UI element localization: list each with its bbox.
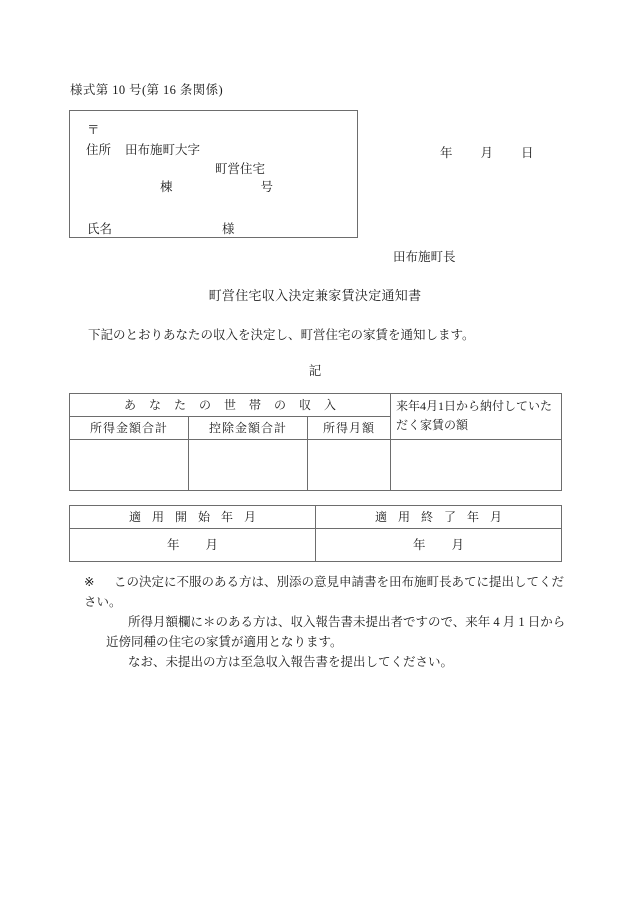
issuer-name: 田布施町長 bbox=[393, 250, 456, 264]
value-rent-amount[interactable] bbox=[391, 440, 562, 491]
column-header-end-period: 適用終了年月 bbox=[316, 506, 562, 529]
page-title: 町営住宅収入決定兼家賃決定通知書 bbox=[208, 288, 422, 303]
addressee-box bbox=[69, 110, 358, 238]
date-day-label: 日 bbox=[521, 146, 534, 160]
honorific-label: 様 bbox=[222, 222, 235, 236]
address-label: 住所 bbox=[86, 143, 112, 157]
name-label: 氏名 bbox=[87, 222, 113, 236]
table-row-group-header bbox=[70, 394, 562, 417]
start-year-label: 年 bbox=[166, 538, 180, 552]
rent-amount-header: 来年4月1日から納付していただく家賃の額 bbox=[391, 394, 562, 440]
income-table bbox=[69, 393, 562, 491]
value-income-total[interactable] bbox=[70, 440, 189, 491]
housing-label: 町営住宅 bbox=[215, 162, 266, 176]
address-line bbox=[86, 140, 200, 158]
start-month-label: 月 bbox=[205, 538, 219, 552]
date-line bbox=[440, 143, 534, 161]
income-group-header: あなたの世帯の収入 bbox=[70, 394, 391, 417]
date-month-label: 月 bbox=[480, 146, 494, 160]
ki-marker: 記 bbox=[308, 364, 322, 378]
form-number: 様式第 10 号(第 16 条関係) bbox=[70, 83, 224, 97]
period-table bbox=[69, 505, 562, 562]
note-text-2: 所得月額欄に＊のある方は、収入報告書未提出者ですので、来年 4 月 1 日から近傍同種の住宅の家賃が適用となります。 bbox=[106, 615, 566, 649]
table-row-values bbox=[70, 440, 562, 491]
column-header-income-total: 所得金額合計 bbox=[70, 417, 189, 440]
note-item-3 bbox=[106, 652, 568, 672]
column-header-start-period: 適用開始年月 bbox=[70, 506, 316, 529]
table-row-period-header bbox=[70, 506, 562, 529]
table-row-period-values bbox=[70, 529, 562, 562]
address-value: 田布施町大字 bbox=[125, 143, 201, 157]
value-deduction-total[interactable] bbox=[189, 440, 308, 491]
name-line bbox=[87, 219, 235, 237]
column-header-monthly-income: 所得月額 bbox=[308, 417, 391, 440]
value-monthly-income[interactable] bbox=[308, 440, 391, 491]
postal-code-symbol: 〒 bbox=[87, 123, 100, 137]
building-room-line bbox=[160, 177, 273, 195]
value-end-period[interactable] bbox=[316, 529, 562, 562]
note-text-1: この決定に不服のある方は、別添の意見申請書を田布施町長あてに提出してください。 bbox=[84, 575, 565, 609]
note-item-2 bbox=[106, 612, 568, 652]
value-start-period[interactable] bbox=[70, 529, 316, 562]
end-month-label: 月 bbox=[451, 538, 465, 552]
date-year-label: 年 bbox=[440, 146, 453, 160]
room-unit-label: 号 bbox=[260, 180, 274, 194]
body-paragraph: 下記のとおりあなたの収入を決定し、町営住宅の家賃を通知します。 bbox=[88, 328, 475, 342]
end-year-label: 年 bbox=[412, 538, 426, 552]
notes-section bbox=[84, 572, 568, 672]
column-header-deduction-total: 控除金額合計 bbox=[189, 417, 308, 440]
note-marker: ※ bbox=[84, 575, 95, 589]
note-item-1 bbox=[84, 572, 568, 612]
note-text-3: なお、未提出の方は至急収入報告書を提出してください。 bbox=[128, 655, 454, 669]
building-unit-label: 棟 bbox=[160, 180, 173, 194]
